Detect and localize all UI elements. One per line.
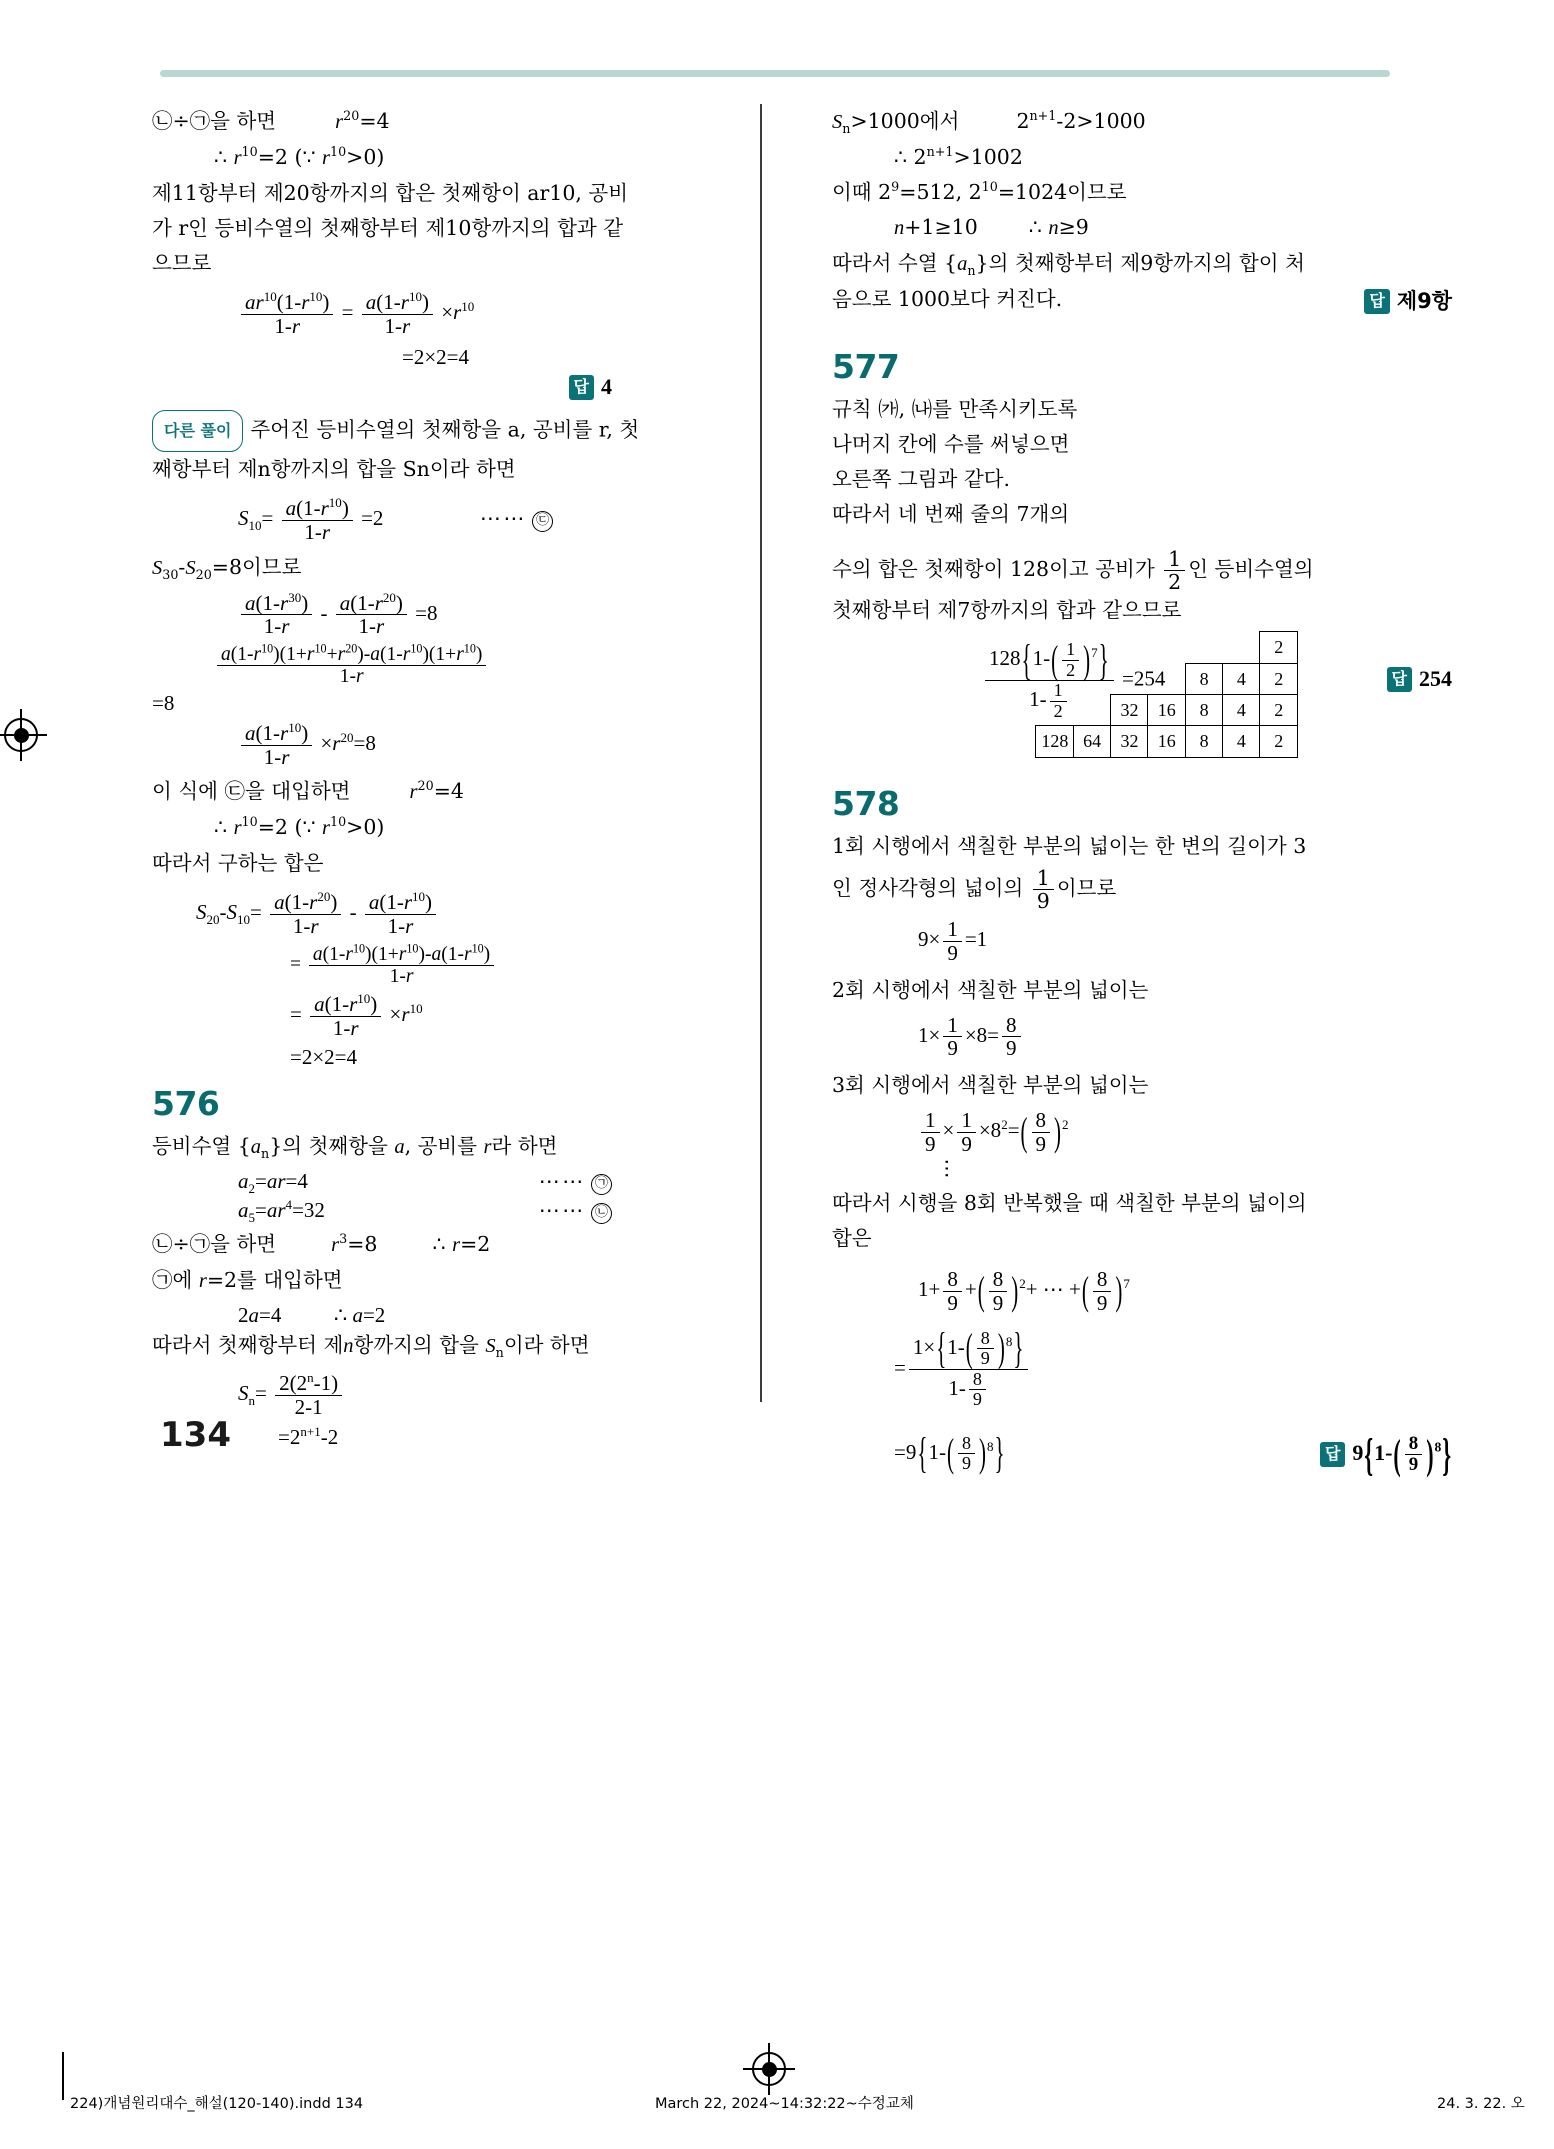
- pyramid-cell: 16: [1147, 725, 1186, 758]
- alt-solution-text: 주어진 등비수열의 첫째항을 a, 공비를 r, 첫: [250, 417, 640, 442]
- q578-sum-fraction: = 1×{1-( $\frac{8}{9}$ )$^8$} 1- $\frac{8}{9}$: [832, 1329, 1452, 1410]
- r-cont-line-3: 이때 $2^9=512$, $2^{10}=1024$이므로: [832, 179, 1127, 204]
- q576-eq-sn: $S_n=$ $\frac{2(2^n-1)}{2-1}$: [152, 1372, 612, 1418]
- q578-final-equation: =9{1-( $\frac{8}{9}$ )$^8$}: [894, 1428, 1005, 1478]
- left-column: [152, 104, 640, 1450]
- alt-solution-intro: [152, 410, 640, 452]
- answer-badge: 답: [1387, 667, 1412, 692]
- answer-row-578: [1320, 1427, 1452, 1480]
- answer-value-prefix: 9: [1352, 1439, 1364, 1465]
- q578-eq-2: 1× $\frac{1}{9}$ ×8= $\frac{8}{9}$: [832, 1014, 1452, 1060]
- q578-line2-text: 인 정사각형의 넓이의: [832, 876, 1024, 901]
- answer-badge: 답: [1320, 1442, 1345, 1467]
- right-column: [832, 104, 1452, 1494]
- q577-line-5: 수의 합은 첫째항이 128이고 공비가 $\frac{1}{2}$ 인 등비수열의: [832, 546, 1314, 594]
- pyramid-cell: 64: [1073, 725, 1112, 758]
- footer-rule: [62, 2052, 64, 2100]
- header-rule: [160, 70, 1390, 77]
- q578-line-2: 인 정사각형의 넓이의 $\frac{1}{9}$ 이므로: [832, 866, 1117, 914]
- alt-final-eq-3: = $\frac{a(1-r^{10})}{1-r}$ $\times r^{10}$: [290, 990, 423, 1040]
- q578-line-1: 1회 시행에서 색칠한 부분의 넓이는 한 변의 길이가 3: [832, 834, 1307, 859]
- r-cont-line-5: 따라서 수열 $\{a_n\}$의 첫째항부터 제9항까지의 합이 처: [832, 251, 1305, 279]
- alt-solution-pill: 다른 풀이: [152, 410, 243, 452]
- q577-line-4: 따라서 네 번째 줄의 7개의: [832, 502, 1070, 526]
- alt-conclusion-2: 따라서 구하는 합은: [152, 851, 324, 876]
- q576-line-4: 따라서 첫째항부터 제n항까지의 합을 $S_n$이라 하면: [152, 1333, 590, 1361]
- pyramid-cell: 4: [1222, 663, 1261, 696]
- cont-text: ㉡÷㉠을 하면: [152, 109, 277, 133]
- q576-line-2: ㉡÷㉠을 하면 $r^3=8$ ∴ r=2: [152, 1231, 491, 1257]
- q578-result-block: [832, 1424, 1452, 1494]
- alt-final-eq-2: = $\frac{a(1-r^{10})(1+r^{10})-a(1-r^{10})}{1-r}$: [152, 944, 612, 987]
- pyramid-cell: 32: [1110, 694, 1149, 727]
- q578-line-3: 2회 시행에서 색칠한 부분의 넓이는: [832, 977, 1149, 1002]
- answer-value: 4: [601, 374, 612, 400]
- question-number-578: 578: [832, 784, 900, 824]
- alt-final-eq-4: =2×2=4: [290, 1045, 358, 1070]
- q577-line-1: 규칙 ㈎, ㈏를 만족시키도록: [832, 397, 1078, 421]
- answer-row-577: [1387, 666, 1452, 692]
- r-cont-line-2: ∴ $2^{n+1}>1002$: [894, 144, 1023, 169]
- alt-eq-s10: $S_{10}=$ $\frac{a(1-r^{10})}{1-r}$ =2 ⋯⋯ ㉢: [152, 497, 612, 543]
- q578-eq-1: 9× $\frac{1}{9}$ =1: [918, 917, 988, 965]
- alt-eq-equals8: =8: [152, 691, 175, 716]
- column-divider: [760, 104, 762, 1402]
- alt-solution-intro-2: 째항부터 제n항까지의 합을 Sn이라 하면: [152, 457, 516, 482]
- q576-eq-1: $a_2=ar=4$ ⋯⋯ ㉠: [152, 1169, 612, 1194]
- page-number: 134: [160, 1415, 231, 1455]
- alt-eq-diff: $\frac{a(1-r^{30})}{1-r}$ - $\frac{a(1-r^{20})}{1-r}$ =8: [152, 592, 612, 638]
- q577-line-3: 오른쪽 그림과 같다.: [832, 467, 1010, 491]
- alt-eq-r20: $\frac{a(1-r^{10})}{1-r}$ $\times r^{20}=8$: [152, 722, 612, 768]
- pyramid-cell: 16: [1147, 694, 1186, 727]
- page-footer: [0, 2040, 1554, 2112]
- q576-line2-text: ㉡÷㉠을 하면: [152, 1232, 277, 1257]
- question-number-576: 576: [152, 1084, 220, 1124]
- footer-timestamp: March 22, 2024~14:32:22~수정교체: [655, 2096, 914, 2112]
- q578-line-5: 따라서 시행을 8회 반복했을 때 색칠한 부분의 넓이의: [832, 1191, 1307, 1216]
- q577-eq-result: =254: [1121, 666, 1166, 691]
- cont-line-5: 으므로: [152, 251, 212, 275]
- alt-line-diff: $S_{30}-S_{20}=8$이므로: [152, 554, 302, 582]
- pyramid-cell: 8: [1185, 694, 1224, 727]
- q577-line5-tail: 인 등비수열의: [1188, 557, 1314, 581]
- q578-sum-series: 1+ $\frac{8}{9}$ +( $\frac{8}{9}$ )$^2$+ ⋯ +( $\frac{8}{9}$ )$^7$: [918, 1267, 1130, 1315]
- cont-line-2: ∴ $r^{10}=2$ (∵ $r^{10}>0$): [214, 144, 385, 169]
- q576-line-1: 등비수열 $\{a_n\}$의 첫째항을 a, 공비를 r라 하면: [152, 1134, 558, 1162]
- answer-badge: 답: [569, 375, 594, 400]
- pyramid-cell: 8: [1185, 725, 1224, 758]
- pyramid-cell: 4: [1222, 694, 1261, 727]
- pyramid-cell: 2: [1259, 694, 1298, 727]
- footer-right-stamp: 24. 3. 22. 오: [1437, 2096, 1525, 2112]
- alt-final-eq-1: $S_{20}-S_{10}=$ $\frac{a(1-r^{20})}{1-r}$ - $\frac{a(1-r^{10})}{1-r}$: [152, 891, 612, 937]
- q577-line5-text: 수의 합은 첫째항이 128이고 공비가: [832, 557, 1155, 581]
- alt-eq-expand: $\frac{a(1-r^{10})(1+r^{10}+r^{20})-a(1-r^{10})(1+r^{10})}{1-r}$: [152, 644, 612, 687]
- pyramid-cell: 2: [1259, 663, 1298, 696]
- cont-line-4: 가 r인 등비수열의 첫째항부터 제10항까지의 합과 같: [152, 216, 624, 240]
- pyramid-cell: 2: [1259, 631, 1298, 664]
- pyramid-cell: 32: [1110, 725, 1149, 758]
- answer-value: 제9항: [1396, 289, 1452, 313]
- q577-equation: 128{1-( $\frac{1}{2}$ )$^7$} 1- $\frac{1}{2}$ =254: [832, 640, 1165, 721]
- q578-line-4: 3회 시행에서 색칠한 부분의 넓이는: [832, 1072, 1149, 1097]
- alt-sub-text: 이 식에 ㉢을 대입하면: [152, 779, 351, 804]
- question-number-577: 577: [832, 347, 900, 386]
- q577-line-2: 나머지 칸에 수를 써넣으면: [832, 432, 1070, 456]
- q578-eq-3: $\frac{1}{9}$ × $\frac{1}{9}$ $\times 8^2=$( $\frac{8}{9}$ )$^2$: [832, 1109, 1452, 1155]
- pyramid-cell: 128: [1035, 725, 1074, 758]
- vertical-ellipsis: ⋯: [935, 1158, 958, 1181]
- r-cont-line-4: n+1≥10 ∴ n≥9: [894, 215, 1089, 239]
- q578-line2-tail: 이므로: [1056, 876, 1117, 901]
- q577-line-6: 첫째항부터 제7항까지의 합과 같으므로: [832, 598, 1182, 623]
- answer-value: 9{1-( $\frac{8}{9}$ )$^8$}: [1352, 1427, 1451, 1480]
- q576-eq-2: $a_5=ar^4=32$ ⋯⋯ ㉡: [152, 1198, 612, 1223]
- r-cont-line-6: [832, 282, 1452, 317]
- pyramid-cell: 2: [1259, 725, 1298, 758]
- q578-line-6: 합은: [832, 1226, 872, 1251]
- answer-value: 254: [1419, 666, 1452, 692]
- r-cont-line6-text: 음으로 1000보다 커진다.: [832, 287, 1063, 311]
- footer-filename: 224)개념원리대수_해설(120-140).indd 134: [70, 2096, 364, 2112]
- alt-conclusion-1: ∴ $r^{10}=2$ (∵ $r^{10}>0$): [214, 814, 385, 840]
- answer-row-576: [1364, 284, 1452, 319]
- answer-badge: 답: [1364, 289, 1389, 314]
- answer-row-575: [152, 374, 612, 400]
- q576-eq-3: 2a=4 ∴ a=2: [238, 1303, 386, 1328]
- alt-sub-line: 이 식에 ㉢을 대입하면 $r^{20}=4$: [152, 778, 464, 804]
- pyramid-cell: 4: [1222, 725, 1261, 758]
- cont-equation-1: $\frac{ar^{10}(1-r^{10})}{1-r}$ = $\frac{a(1-r^{10})}{1-r}$ $\times r^{10}$: [152, 291, 612, 337]
- cont-line-3: 제11항부터 제20항까지의 합은 첫째항이 ar10, 공비: [152, 181, 629, 205]
- r-cont-line-1: $S_n>1000$에서 $2^{n+1}-2>1000$: [832, 108, 1146, 137]
- cont-line-1: ㉡÷㉠을 하면 $r^{20}=4$: [152, 108, 390, 133]
- cont-equation-2: =2×2=4: [402, 345, 470, 370]
- q576-line-3: ㉠에 r=2를 대입하면: [152, 1268, 343, 1293]
- q577-result-block: [832, 634, 1452, 740]
- registration-mark-left: [4, 718, 38, 752]
- pyramid-cell: 8: [1185, 663, 1224, 696]
- q576-eq-sn-result: $=2^{n+1}-2$: [278, 1423, 339, 1449]
